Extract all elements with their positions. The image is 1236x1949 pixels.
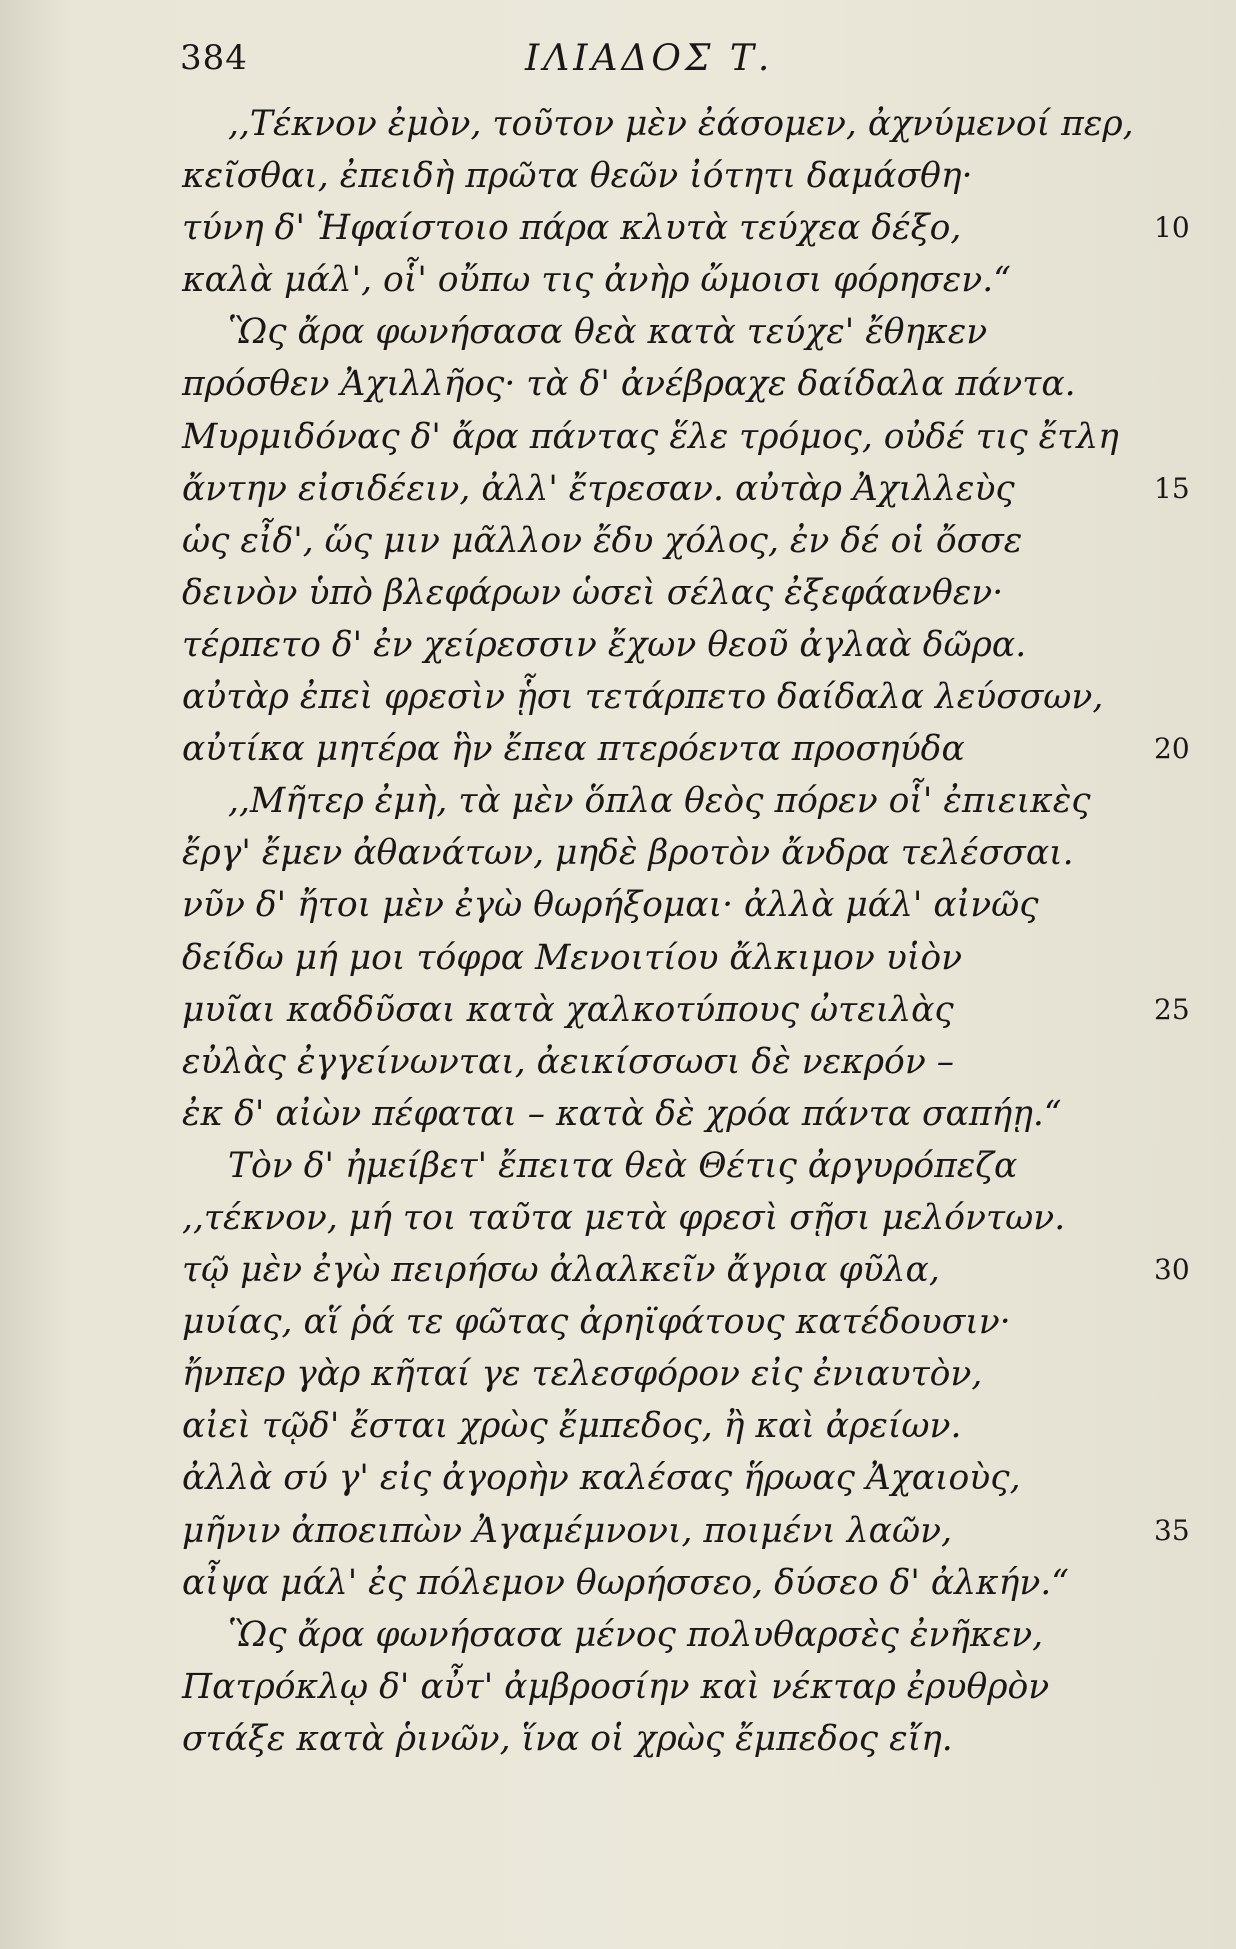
verse-line (182, 671, 1192, 723)
verse-line-text: αἰεὶ τῷδ' ἔσται χρὼς ἔμπεδος, ἢ καὶ ἀρείων. (182, 1406, 962, 1447)
verse-line-text: Ὣς ἄρα φωνήσασα θεὰ κατὰ τεύχε' ἔθηκεν (228, 312, 988, 353)
verse-line-text: αἶψα μάλ' ἐς πόλεμον θωρήσσεο, δύσεο δ' ἀλκήν.“ (182, 1562, 1069, 1603)
verse-line-text: τέρπετο δ' ἐν χείρεσσιν ἔχων θεοῦ ἀγλαὰ δῶρα. (182, 624, 1027, 665)
verse-line (182, 358, 1192, 410)
verse-line-text: ἤνπερ γὰρ κῆταί γε τελεσφόρον εἰς ἐνιαυτὸν, (182, 1354, 983, 1395)
verse-line (182, 879, 1192, 931)
verse-line-text: μῆνιν ἀποειπὼν Ἀγαμέμνονι, ποιμένι λαῶν, (182, 1510, 953, 1551)
verse-line-text: πρόσθεν Ἀχιλλῆος· τὰ δ' ἀνέβραχε δαίδαλα πάντα. (182, 364, 1076, 405)
verse-line (182, 202, 1192, 254)
verse-line-text: τύνη δ' Ἡφαίστοιο πάρα κλυτὰ τεύχεα δέξο, (182, 208, 962, 249)
verse-line-text: Πατρόκλῳ δ' αὖτ' ἀμβροσίην καὶ νέκταρ ἐρυθρὸν (182, 1666, 1050, 1707)
line-number: 10 (1154, 211, 1190, 245)
verse-line-text: στάξε κατὰ ῥινῶν, ἵνα οἱ χρὼς ἔμπεδος εἴη. (182, 1718, 953, 1759)
verse-line (182, 1244, 1192, 1296)
verse-line-text: ,,Τέκνον ἐμὸν, τοῦτον μὲν ἐάσομεν, ἀχνύμενοί περ, (228, 104, 1134, 144)
verse-line-text: μυῖαι καδδῦσαι κατὰ χαλκοτύπους ὠτειλὰς (182, 989, 954, 1030)
verse-line (182, 1400, 1192, 1452)
verse-line (182, 1036, 1192, 1088)
line-number: 15 (1154, 471, 1190, 505)
verse-line-text: νῦν δ' ἤτοι μὲν ἐγὼ θωρήξομαι· ἀλλὰ μάλ' αἰνῶς (182, 885, 1039, 926)
verse-line (182, 411, 1192, 463)
verse-line-text: αὐτὰρ ἐπεὶ φρεσὶν ᾗσι τετάρπετο δαίδαλα λεύσσων, (182, 677, 1104, 718)
verse-line (182, 1557, 1192, 1609)
line-number: 30 (1154, 1253, 1190, 1287)
verse-line (182, 932, 1192, 984)
verse-line-text: Μυρμιδόνας δ' ἄρα πάντας ἕλε τρόμος, οὐδέ τις ἔτλη (182, 416, 1119, 457)
verse-line-text: εὐλὰς ἐγγείνωνται, ἀεικίσσωσι δὲ νεκρόν – (182, 1041, 955, 1082)
page-header (180, 38, 1080, 98)
verse-line-text: κεῖσθαι, ἐπειδὴ πρῶτα θεῶν ἰότητι δαμάσθη· (182, 156, 973, 197)
verse-line-text: δεινὸν ὑπὸ βλεφάρων ὡσεὶ σέλας ἐξεφάανθεν· (182, 572, 1004, 613)
line-number: 20 (1154, 732, 1190, 766)
verse-line-text: καλὰ μάλ', οἷ' οὔπω τις ἀνὴρ ὤμοισι φόρησεν.“ (182, 260, 1011, 301)
verse-line (182, 1713, 1192, 1765)
running-title: ΙΛΙΑΔΟΣ Τ. (525, 38, 774, 79)
verse-line-text: ,,τέκνον, μή τοι ταῦτα μετὰ φρεσὶ σῇσι μελόντων. (182, 1197, 1066, 1238)
verse-line (182, 254, 1192, 306)
verse-line (182, 306, 1192, 358)
verse-line-text: ἀλλὰ σύ γ' εἰς ἀγορὴν καλέσας ἥρωας Ἀχαιοὺς, (182, 1458, 1021, 1499)
verse-line-text: ,,Μῆτερ ἐμὴ, τὰ μὲν ὅπλα θεὸς πόρεν οἷ' ἐπιεικὲς (228, 781, 1091, 822)
verse-line (182, 1505, 1192, 1557)
verse-line (182, 515, 1192, 567)
verse-line-text: ἄντην εἰσιδέειν, ἀλλ' ἔτρεσαν. αὐτὰρ Ἀχιλλεὺς (182, 468, 1015, 509)
verse-line-text: αὐτίκα μητέρα ἣν ἔπεα πτερόεντα προσηύδα (182, 729, 965, 770)
verse-line (182, 775, 1192, 827)
page-number: 384 (180, 38, 248, 78)
verse-line (182, 1661, 1192, 1713)
verse-line-text: ἔργ' ἔμεν ἀθανάτων, μηδὲ βροτὸν ἄνδρα τελέσσαι. (182, 833, 1074, 874)
verse-line-text: ἐκ δ' αἰὼν πέφαται – κατὰ δὲ χρόα πάντα σαπήῃ.“ (182, 1093, 1062, 1134)
verse-line-text: ὡς εἶδ', ὥς μιν μᾶλλον ἔδυ χόλος, ἐν δέ οἱ ὄσσε (182, 520, 1023, 561)
verse-line (182, 1296, 1192, 1348)
verse-line (182, 1192, 1192, 1244)
verse-line (182, 1348, 1192, 1400)
verse-line-text: τῷ μὲν ἐγὼ πειρήσω ἀλαλκεῖν ἄγρια φῦλα, (182, 1250, 940, 1291)
verse-line (182, 1452, 1192, 1504)
verse-line (182, 1140, 1192, 1192)
verse-line (182, 723, 1192, 775)
verse-line (182, 1609, 1192, 1661)
verse-line (182, 463, 1192, 515)
verse-line-text: δείδω μή μοι τόφρα Μενοιτίου ἄλκιμον υἱὸν (182, 937, 963, 978)
line-number: 35 (1154, 1513, 1190, 1547)
verse-line (182, 984, 1192, 1036)
verse-line-text: μυίας, αἵ ῥά τε φῶτας ἀρηϊφάτους κατέδουσιν· (182, 1302, 1011, 1343)
verse-line (182, 567, 1192, 619)
line-number: 25 (1154, 992, 1190, 1026)
verse-line (182, 619, 1192, 671)
verse-line (182, 98, 1192, 150)
verse-line-text: Τὸν δ' ἠμείβετ' ἔπειτα θεὰ Θέτις ἀργυρόπεζα (228, 1145, 1018, 1186)
verse-line (182, 1088, 1192, 1140)
verse-line (182, 150, 1192, 202)
verse-line (182, 827, 1192, 879)
verse-line-text: Ὣς ἄρα φωνήσασα μένος πολυθαρσὲς ἐνῆκεν, (228, 1614, 1044, 1655)
verse-text (182, 98, 1192, 1765)
